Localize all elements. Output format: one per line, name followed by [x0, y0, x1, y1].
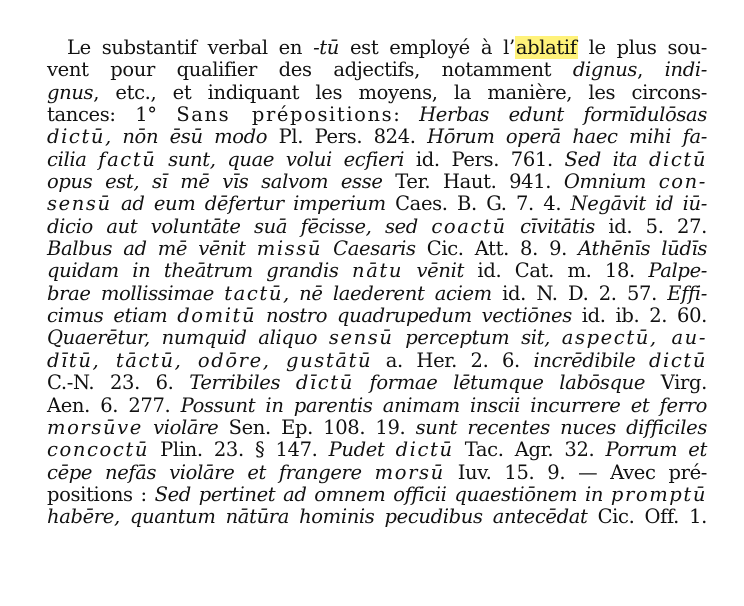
text-segment: Caesaris: [322, 237, 416, 261]
text-line: [47, 417, 707, 439]
text-segment: domitū: [177, 304, 257, 328]
text-segment: incrēdibile: [533, 348, 649, 372]
text-segment: nostro quadrupedum vectiōnes: [256, 304, 572, 328]
text-segment: sensū: [328, 326, 394, 350]
text-segment: Herbas edunt formīdulōsas: [419, 103, 707, 127]
text-segment: dītū, tāctū, odōre, gustātū: [47, 348, 373, 372]
text-segment: Athēnīs lūdīs: [578, 237, 707, 261]
text-segment: perceptum sit,: [393, 326, 562, 350]
text-segment: ,: [637, 58, 665, 82]
text-segment: dicio aut voluntāte suā fēcisse, sed: [47, 214, 432, 238]
text-line: [47, 283, 707, 305]
text-segment: promptū: [610, 482, 707, 506]
text-segment: le plus sou-: [577, 36, 707, 59]
text-segment: Caes. B. G. 7. 4.: [385, 192, 571, 216]
text-segment: Tac. Agr. 32.: [453, 438, 606, 462]
text-segment: , etc., et indiquant les moyens, la manière, les circons-: [93, 80, 707, 104]
text-segment: missū: [256, 237, 323, 261]
text-segment: sunt, quae volui ecfieri: [156, 147, 405, 171]
text-segment: Le substantif verbal en: [67, 36, 314, 59]
text-segment: Palpe-: [648, 259, 707, 283]
text-line: [47, 305, 707, 327]
text-segment: concoctū: [47, 438, 149, 462]
text-segment: brae mollissimae: [47, 281, 225, 305]
text-segment: dictū: [47, 125, 106, 149]
text-segment: C.-N. 23. 6.: [47, 371, 190, 395]
text-segment: Aen. 6. 277.: [47, 393, 181, 417]
text-segment: quidam in theātrum grandis: [47, 259, 353, 283]
text-line: [47, 149, 707, 171]
text-segment: con-: [658, 170, 707, 194]
text-segment: cīvitātis: [506, 214, 595, 238]
text-segment: id. Cat. m. 18.: [463, 259, 649, 283]
text-segment: Porrum et: [605, 438, 707, 462]
text-segment: id. N. D. 2. 57.: [491, 281, 668, 305]
text-segment: vēnit: [403, 259, 464, 283]
text-segment: dīctū: [295, 371, 354, 395]
text-segment: formae lētumque labōsque: [353, 371, 646, 395]
text-segment: id. ib. 2. 60.: [571, 304, 707, 328]
text-segment: Omnium: [563, 170, 659, 194]
text-segment: tances: 1°: [47, 103, 177, 127]
text-line: [47, 126, 707, 148]
text-segment: factū: [98, 147, 157, 171]
text-segment: Plin. 23. § 147.: [149, 438, 329, 462]
text-line: [47, 372, 707, 394]
text-line: [47, 171, 707, 193]
text-segment: habēre, quantum nātūra hominis pecudibus antecēdat: [47, 505, 588, 529]
text-line: [47, 238, 707, 260]
text-segment: cimus etiam: [47, 304, 178, 328]
text-segment: morsū: [374, 460, 445, 484]
text-line: [47, 350, 707, 372]
text-segment: positions :: [47, 482, 155, 506]
text-line: [47, 216, 707, 238]
text-line: [47, 506, 707, 528]
text-segment: , nōn ēsū modo: [105, 125, 268, 149]
text-segment: Pudet: [328, 438, 396, 462]
text-segment: :: [393, 103, 420, 127]
text-line: [47, 104, 707, 126]
text-segment: violāre: [142, 415, 219, 439]
text-line: [47, 59, 707, 81]
text-segment: Balbus ad mē vēnit: [47, 237, 257, 261]
text-segment: dictū: [395, 438, 454, 462]
text-segment: coactū: [431, 214, 507, 238]
text-segment: a. Her. 2. 6.: [372, 348, 534, 372]
text-segment: dictū: [648, 147, 707, 171]
text-line: [47, 439, 707, 461]
text-segment: nātu: [352, 259, 404, 283]
text-segment: id. 5. 27.: [594, 214, 707, 238]
paragraph: [47, 37, 707, 529]
text-line: [47, 193, 707, 215]
text-line: [47, 395, 707, 417]
text-segment: vent pour qualifier des adjectifs, notamment: [47, 58, 573, 82]
text-segment: Terribiles: [189, 371, 296, 395]
text-segment: id. Pers. 761.: [404, 147, 565, 171]
text-segment: Virg.: [645, 371, 707, 395]
text-segment: cēpe nefās violāre et frangere: [47, 460, 375, 484]
text-segment: Cic. Off. 1.: [587, 505, 707, 529]
text-segment: -tū: [313, 36, 339, 59]
text-segment: Quaerētur, numquid aliquo: [47, 326, 329, 350]
text-segment: Pl. Pers. 824.: [267, 125, 428, 149]
text-segment: sunt recentes nuces difficiles: [415, 415, 707, 439]
text-segment: Sen. Ep. 108. 19.: [218, 415, 416, 439]
text-segment: Sed pertinet ad omnem officii quaestiōnem in: [154, 482, 611, 506]
text-segment: Sans prépositions: [176, 103, 394, 127]
highlighted-word: ablatif: [515, 36, 577, 59]
text-segment: Cic. Att. 8. 9.: [415, 237, 579, 261]
text-segment: gnus: [47, 80, 94, 104]
text-line: [47, 260, 707, 282]
text-segment: aspectū, au-: [561, 326, 708, 350]
text-segment: Negāvit id iū-: [570, 192, 708, 216]
text-segment: cilia: [47, 147, 99, 171]
text-segment: Hōrum operā haec mihi fa-: [427, 125, 707, 149]
text-segment: est employé à l’: [339, 36, 515, 59]
text-segment: Sed ita: [564, 147, 649, 171]
text-segment: Effi-: [667, 281, 708, 305]
text-segment: , nē laederent aciem: [283, 281, 492, 305]
text-segment: dignus: [572, 58, 638, 82]
text-segment: morsūve: [47, 415, 143, 439]
text-line: [47, 82, 707, 104]
text-segment: opus est, sī mē vīs salvom esse: [47, 170, 383, 194]
text-segment: Ter. Haut. 941.: [382, 170, 564, 194]
text-segment: dictū: [648, 348, 708, 372]
text-line: [47, 484, 707, 506]
text-line: [47, 37, 707, 59]
text-segment: tactū: [224, 281, 283, 305]
text-segment: Iuv. 15. 9. — Avec pré-: [444, 460, 707, 484]
text-segment: Possunt in parentis animam inscii incurrere et ferro: [180, 393, 707, 417]
text-line: [47, 327, 707, 349]
text-segment: ad eum dēfertur imperium: [111, 192, 386, 216]
text-segment: indi-: [664, 58, 707, 82]
text-line: [47, 462, 707, 484]
text-segment: sensū: [47, 192, 112, 216]
